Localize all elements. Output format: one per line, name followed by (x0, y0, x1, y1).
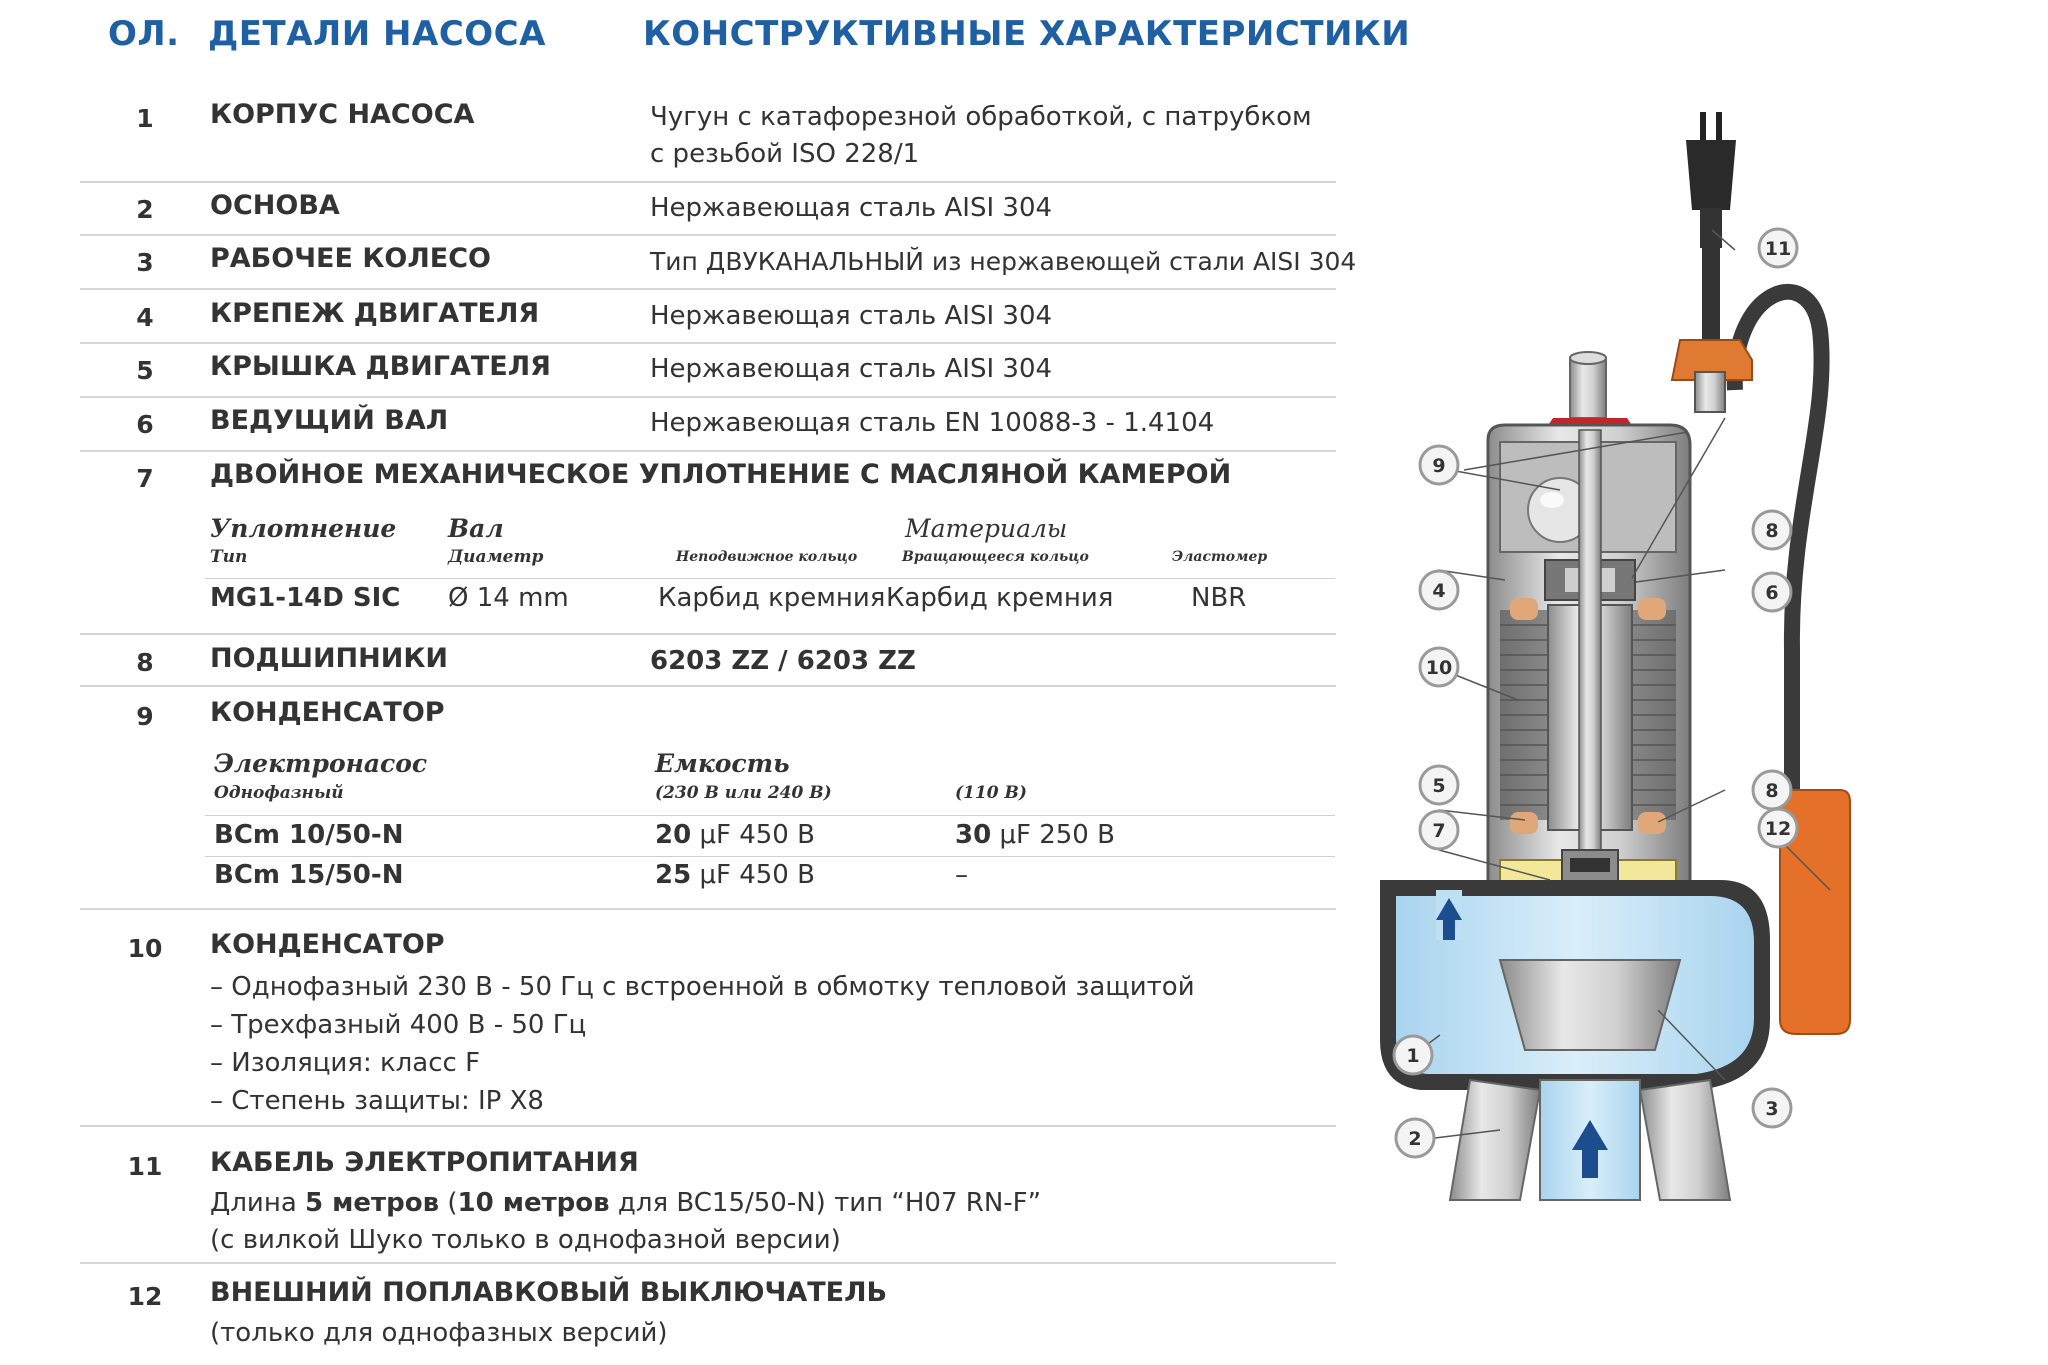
row-separator (80, 234, 1336, 236)
callout-4 (1420, 571, 1458, 609)
header-col-spec: КОНСТРУКТИВНЫЕ ХАРАКТЕРИСТИКИ (643, 14, 1411, 54)
seal-header-fixed-ring: Неподвижное кольцо (676, 549, 858, 565)
callout-2 (1396, 1119, 1434, 1157)
callout-10 (1420, 648, 1458, 686)
row-2-name: ОСНОВА (210, 190, 340, 221)
row-8-desc: 6203 ZZ / 6203 ZZ (650, 646, 916, 676)
cap-row-2-model: BCm 15/50-N (214, 860, 404, 890)
row-separator (80, 908, 1336, 910)
row-6-num: 6 (136, 410, 154, 439)
row-2-desc: Нержавеющая сталь AISI 304 (650, 193, 1053, 223)
seal-header-rotating-ring: Вращающееся кольцо (902, 549, 1089, 565)
seal-header-seal-sub: Тип (210, 547, 248, 567)
callout-5 (1420, 766, 1458, 804)
row-1-num: 1 (136, 104, 154, 133)
seal-elastomer: NBR (1191, 583, 1247, 613)
row-10-name: КОНДЕНСАТОР (210, 929, 445, 960)
cap-header-pump-sub: Однофазный (214, 783, 344, 803)
row-3-num: 3 (136, 248, 154, 277)
row-6-desc: Нержавеющая сталь EN 10088-3 - 1.4104 (650, 408, 1215, 438)
callout-7 (1420, 811, 1458, 849)
seal-fixed-ring: Карбид кремния (658, 583, 886, 613)
cap-row-2-c1: 25 μF 450 В (655, 860, 815, 890)
seal-header-materials: Материалы (905, 514, 1068, 543)
row-separator (80, 288, 1336, 290)
float-note: (только для однофазных версий) (210, 1318, 668, 1348)
seal-header-shaft-sub: Диаметр (448, 547, 544, 567)
row-1-desc-line2: с резьбой ISO 228/1 (650, 139, 920, 169)
row-11-num: 11 (127, 1152, 163, 1181)
callout-12 (1759, 809, 1797, 847)
row-1-desc-line1: Чугун с катафорезной обработкой, с патрубком (650, 102, 1312, 132)
seal-header-seal: Уплотнение (210, 514, 397, 543)
cap-header-v2: (110 В) (955, 783, 1027, 803)
row-9-name: КОНДЕНСАТОР (210, 697, 445, 728)
cable-length: Длина 5 метров (10 метров для BC15/50-N) тип “H07 RN-F” (210, 1188, 1042, 1218)
cap-header-capacity: Емкость (655, 749, 790, 778)
seal-header-shaft: Вал (448, 514, 504, 543)
cap-table-divider (205, 815, 1335, 816)
callout-label: 8 (1765, 520, 1779, 542)
row-2-num: 2 (136, 195, 154, 224)
seal-table-divider (205, 578, 1335, 579)
row-3-desc: Тип ДВУКАНАЛЬНЫЙ из нержавеющей стали AISI 304 (650, 247, 1357, 276)
motor-spec-4: – Степень защиты: IP X8 (210, 1086, 544, 1116)
cap-row-1-c1: 20 μF 450 В (655, 820, 815, 850)
row-separator (80, 181, 1336, 183)
row-4-desc: Нержавеющая сталь AISI 304 (650, 301, 1053, 331)
row-12-name: ВНЕШНИЙ ПОПЛАВКОВЫЙ ВЫКЛЮЧАТЕЛЬ (210, 1277, 888, 1308)
row-6-name: ВЕДУЩИЙ ВАЛ (210, 405, 449, 436)
callout-label: 11 (1764, 238, 1792, 260)
callout-11 (1759, 229, 1797, 267)
pump-base (1450, 1080, 1540, 1200)
row-separator (80, 1262, 1336, 1264)
motor-spec-1: – Однофазный 230 В - 50 Гц с встроенной в обмотку тепловой защитой (210, 972, 1195, 1002)
impeller (1500, 960, 1680, 1050)
row-separator (80, 1125, 1336, 1127)
callout-label: 3 (1765, 1098, 1779, 1120)
row-separator (80, 633, 1336, 635)
cable-note: (с вилкой Шуко только в однофазной версии) (210, 1225, 841, 1255)
seal-rotating-ring: Карбид кремния (886, 583, 1114, 613)
callout-1 (1394, 1036, 1432, 1074)
callout-6 (1753, 573, 1791, 611)
callout-8 (1753, 771, 1791, 809)
callout-label: 4 (1432, 580, 1446, 602)
callout-label: 5 (1432, 775, 1446, 797)
row-1-name: КОРПУС НАСОСА (210, 99, 475, 130)
row-5-num: 5 (136, 356, 154, 385)
header-col-part: ДЕТАЛИ НАСОСА (208, 14, 546, 54)
callout-label: 10 (1425, 657, 1453, 679)
row-7-num: 7 (136, 464, 154, 493)
row-3-name: РАБОЧЕЕ КОЛЕСО (210, 243, 491, 274)
callout-label: 12 (1764, 818, 1792, 840)
row-separator (80, 396, 1336, 398)
callout-label: 6 (1765, 582, 1779, 604)
row-5-name: КРЫШКА ДВИГАТЕЛЯ (210, 351, 551, 382)
row-12-num: 12 (127, 1282, 163, 1311)
pump-cutaway-diagram (1340, 90, 1980, 1210)
motor-spec-2: – Трехфазный 400 В - 50 Гц (210, 1010, 587, 1040)
cap-table-divider (205, 856, 1335, 857)
header-col-num: ОЛ. (108, 14, 180, 54)
cap-row-1-c2: 30 μF 250 В (955, 820, 1115, 850)
seal-header-elastomer: Эластомер (1172, 549, 1268, 565)
row-4-num: 4 (136, 303, 154, 332)
row-8-num: 8 (136, 648, 154, 677)
power-plug-icon (1686, 112, 1736, 248)
motor-spec-3: – Изоляция: класс F (210, 1048, 481, 1078)
row-7-name: ДВОЙНОЕ МЕХАНИЧЕСКОЕ УПЛОТНЕНИЕ С МАСЛЯНОЙ КАМЕРОЙ (210, 459, 1232, 490)
row-9-num: 9 (136, 702, 154, 731)
cap-row-2-c2: – (955, 860, 968, 890)
callout-label: 7 (1432, 820, 1446, 842)
callout-label: 8 (1765, 780, 1779, 802)
callout-3 (1753, 1089, 1791, 1127)
cap-header-v1: (230 В или 240 В) (655, 783, 832, 803)
row-separator (80, 342, 1336, 344)
row-8-name: ПОДШИПНИКИ (210, 643, 449, 674)
row-separator (80, 450, 1336, 452)
callout-label: 2 (1408, 1128, 1422, 1150)
callout-9 (1420, 446, 1458, 484)
callout-label: 1 (1406, 1045, 1420, 1067)
callout-label: 9 (1432, 455, 1446, 477)
row-separator (80, 685, 1336, 687)
callout-8 (1753, 511, 1791, 549)
row-11-name: КАБЕЛЬ ЭЛЕКТРОПИТАНИЯ (210, 1147, 639, 1178)
cap-header-pump: Электронасос (214, 749, 428, 778)
row-10-num: 10 (127, 934, 163, 963)
row-5-desc: Нержавеющая сталь AISI 304 (650, 354, 1053, 384)
cap-row-1-model: BCm 10/50-N (214, 820, 404, 850)
seal-diameter: Ø 14 mm (448, 583, 569, 613)
row-4-name: КРЕПЕЖ ДВИГАТЕЛЯ (210, 298, 540, 329)
seal-type: MG1-14D SIC (210, 583, 401, 613)
